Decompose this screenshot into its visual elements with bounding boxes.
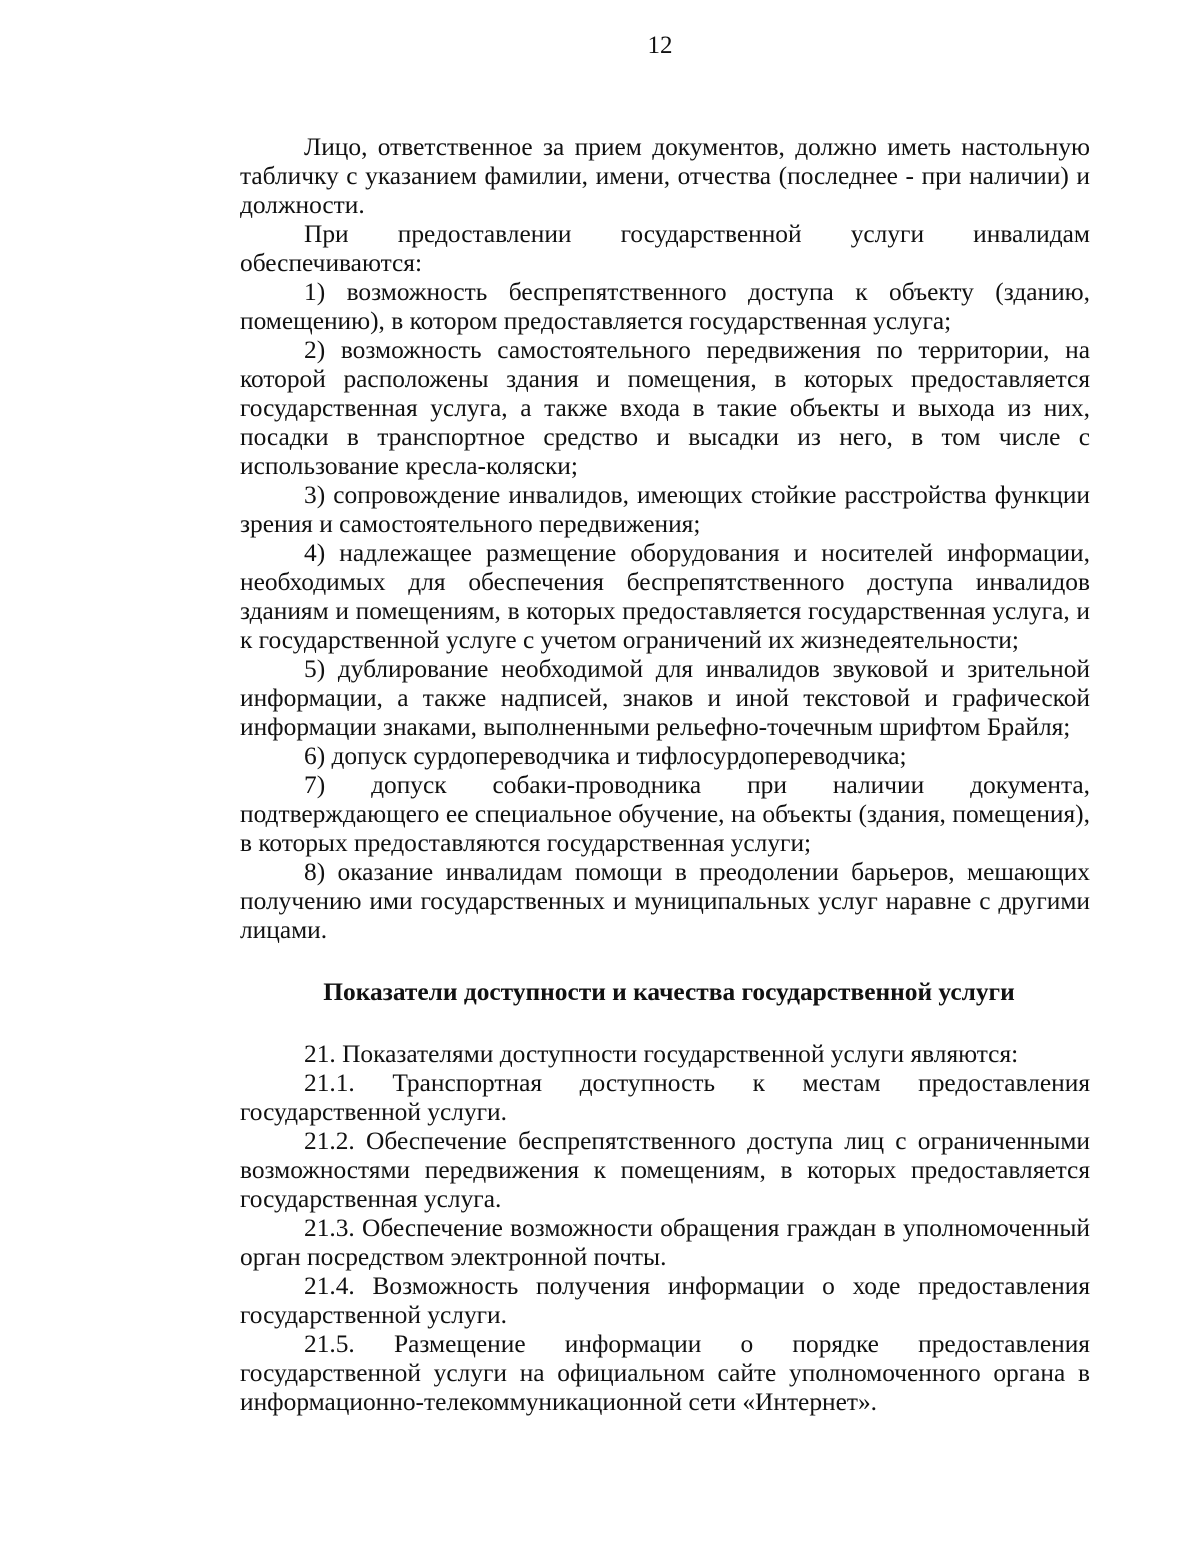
paragraph-disabled-provisions-intro: При предоставлении государственной услуги инвалидам обеспечиваются: <box>240 220 1090 277</box>
list-item-8: 8) оказание инвалидам помощи в преодолении барьеров, мешающих получению ими государственных и муниципальных услуг наравне с другими лицами. <box>240 858 1090 944</box>
paragraph-21-3: 21.3. Обеспечение возможности обращения граждан в уполномоченный орган посредством электронной почты. <box>240 1214 1090 1271</box>
page-number: 12 <box>647 32 673 59</box>
section-heading: Показатели доступности и качества государственной услуги <box>323 978 1015 1006</box>
list-item-1: 1) возможность беспрепятственного доступа к объекту (зданию, помещению), в котором предоставляется государственная услуга; <box>240 278 1090 335</box>
list-item-3: 3) сопровождение инвалидов, имеющих стойкие расстройства функции зрения и самостоятельного передвижения; <box>240 481 1090 538</box>
document-body <box>240 133 1090 1417</box>
paragraph-21-2: 21.2. Обеспечение беспрепятственного доступа лиц с ограниченными возможностями передвижения к помещениям, в которых предоставляется государственная услуга. <box>240 1127 1090 1213</box>
list-item-2: 2) возможность самостоятельного передвижения по территории, на которой расположены здания и помещения, в которых предоставляется государственная услуга, а также входа в такие объекты и выхода из них, посадки в транспортное средство и высадки из него, в том числе с использование кресла-коляски; <box>240 336 1090 480</box>
list-item-6: 6) допуск сурдопереводчика и тифлосурдопереводчика; <box>304 742 907 770</box>
paragraph-21: 21. Показателями доступности государственной услуги являются: <box>304 1040 1019 1068</box>
list-item-7: 7) допуск собаки-проводника при наличии документа, подтверждающего ее специальное обучение, на объекты (здания, помещения), в которых предоставляются государственная услуги; <box>240 771 1090 857</box>
paragraph-21-1: 21.1. Транспортная доступность к местам предоставления государственной услуги. <box>240 1069 1090 1126</box>
paragraph-21-4: 21.4. Возможность получения информации о ходе предоставления государственной услуги. <box>240 1272 1090 1329</box>
paragraph-responsible-person: Лицо, ответственное за прием документов, должно иметь настольную табличку с указанием фамилии, имени, отчества (последнее - при наличии) и должности. <box>240 133 1090 219</box>
list-item-4: 4) надлежащее размещение оборудования и носителей информации, необходимых для обеспечения беспрепятственного доступа инвалидов зданиям и помещениям, в которых предоставляется государственная услуга, и к государственной услуге с учетом ограничений их жизнедеятельности; <box>240 539 1090 654</box>
list-item-5: 5) дублирование необходимой для инвалидов звуковой и зрительной информации, а также надписей, знаков и иной текстовой и графической информации знаками, выполненными рельефно-точечным шрифтом Брайля; <box>240 655 1090 741</box>
paragraph-21-5: 21.5. Размещение информации о порядке предоставления государственной услуги на официальном сайте уполномоченного органа в информационно-телекоммуникационной сети «Интернет». <box>240 1330 1090 1416</box>
